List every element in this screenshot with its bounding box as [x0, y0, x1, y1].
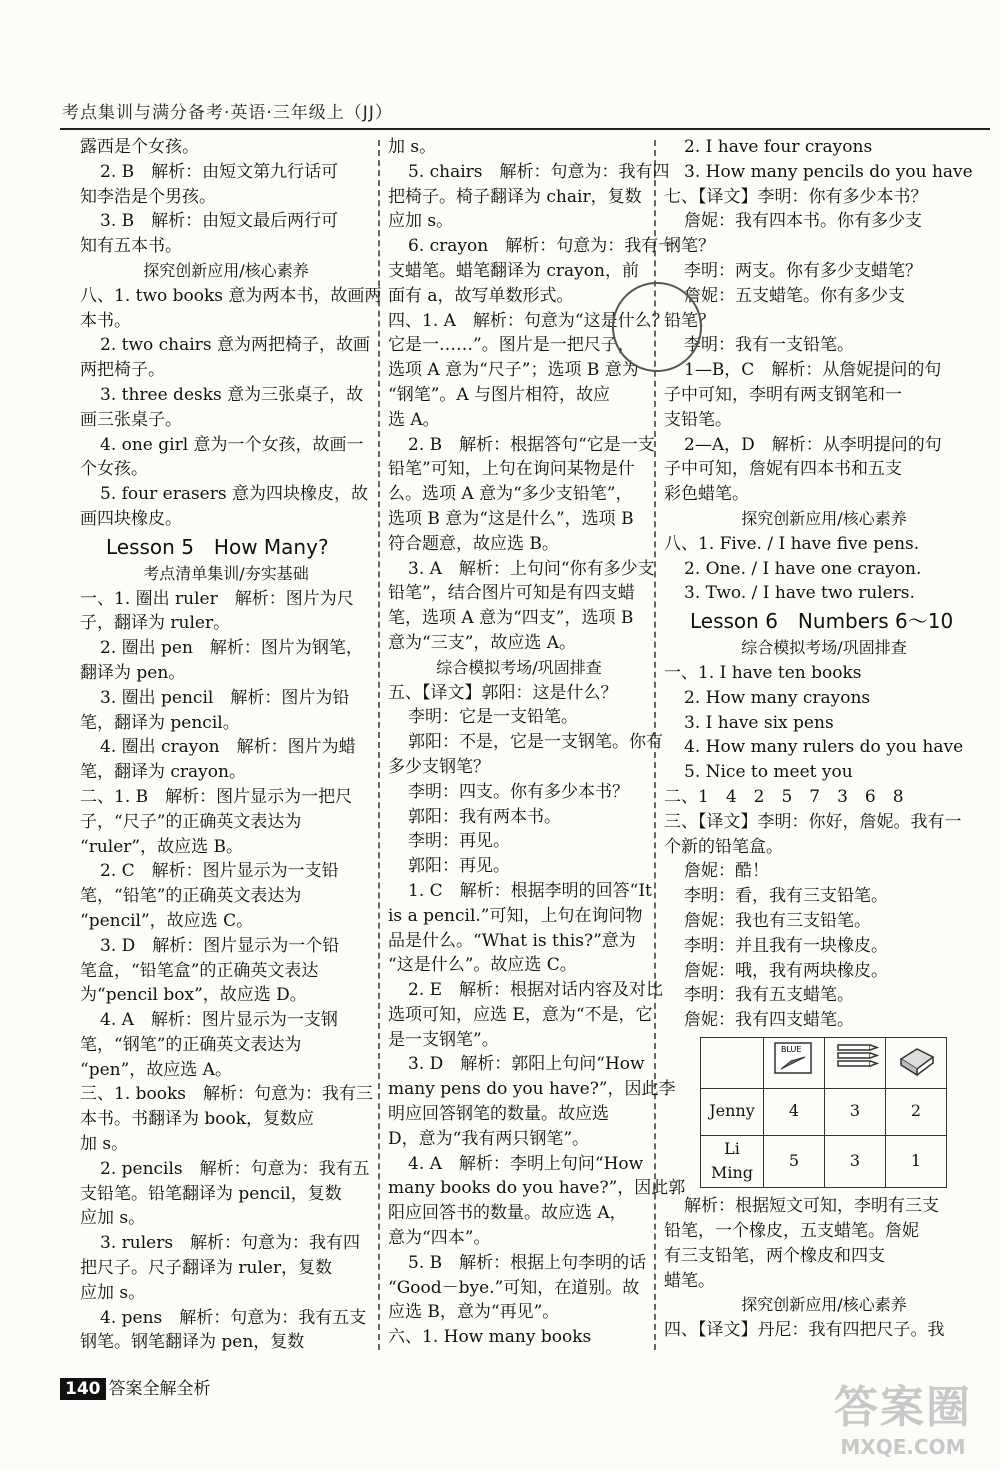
text-line: 子，“尺子”的正确英文表达为	[80, 811, 302, 832]
text-line: 本书。	[80, 310, 131, 331]
text-line: 4. How many rulers do you have	[684, 737, 964, 758]
text-line: 把椅子。椅子翻译为 chair，复数	[388, 186, 642, 207]
section-heading: 综合模拟考场/巩固排查	[741, 638, 907, 658]
row-name: Jenny	[701, 1088, 764, 1135]
text-line: 笔，选项 A 意为“四支”，选项 B	[388, 608, 634, 629]
text-line: 笔盒，“铅笔盒”的正确英文表达	[80, 960, 319, 981]
text-line: 2. I have four crayons	[684, 137, 873, 157]
text-line: 詹妮：我有四支蜡笔。	[684, 1010, 854, 1031]
text-line: 李明：我有一支铅笔。	[684, 335, 854, 356]
text-line: 2. E 解析：根据对话内容及对比	[408, 980, 664, 1001]
text-line: 3. D 解析：郭阳上句问“How	[408, 1054, 645, 1075]
table-row	[701, 1088, 947, 1135]
text-line: 应加 s。	[388, 211, 454, 232]
text-line: 翻译为 pen。	[80, 662, 186, 683]
column-left	[80, 135, 382, 1355]
column-right-upper	[664, 135, 984, 1033]
text-line: 应加 s。	[80, 1282, 146, 1303]
text-line: 詹妮：酷！	[684, 861, 769, 882]
text-line: 李明：看，我有三支铅笔。	[684, 886, 888, 907]
lesson-title: Lesson 6 Numbers 6～10	[690, 609, 954, 634]
text-line: “Good－bye.”可知，在道别。故	[388, 1277, 640, 1298]
text-line: 郭阳：我有两本书。	[408, 806, 561, 827]
column-right	[664, 135, 984, 1343]
text-line: 支铅笔。铅笔翻译为 pencil，复数	[80, 1183, 342, 1204]
footer-label: 答案全解全析	[108, 1379, 211, 1399]
text-line: 加 s。	[388, 137, 437, 157]
text-line: 3. three desks 意为三张桌子，故	[100, 384, 364, 405]
section-heading: 综合模拟考场/巩固排查	[436, 657, 602, 677]
cell: 2	[886, 1088, 947, 1135]
cell: 3	[825, 1088, 886, 1135]
cell: 4	[764, 1088, 825, 1135]
text-line: 3. I have six pens	[684, 712, 834, 733]
lesson-title: Lesson 5 How Many?	[106, 534, 329, 559]
text-line: 四、【译文】丹尼：我有四把尺子。我	[664, 1320, 945, 1341]
text-line: 是一支钢笔”。	[388, 1029, 499, 1050]
section-heading: 探究创新应用/核心素养	[741, 1295, 907, 1315]
text-line: 子中可知，李明有两支钢笔和一	[664, 384, 902, 405]
page-footer	[60, 1374, 211, 1400]
text-line: 笔，翻译为 crayon。	[80, 762, 246, 783]
text-line: 蜡笔。	[664, 1270, 715, 1291]
text-line: 笔，“钢笔”的正确英文表达为	[80, 1034, 302, 1055]
page-number: 140	[60, 1378, 106, 1400]
text-line: 一、1. 圈出 ruler 解析：图片为尺	[80, 588, 354, 609]
text-line: 应加 s。	[80, 1208, 146, 1229]
text-line: many books do you have?”，因此郭	[388, 1178, 686, 1199]
text-line: 2. How many crayons	[684, 687, 871, 708]
text-line: 意为“三支”，故应选 A。	[388, 632, 577, 653]
text-line: “pen”，故应选 A。	[80, 1059, 232, 1080]
text-line: 3. D 解析：图片显示为一个铅	[100, 935, 340, 956]
text-line: 四、1. A 解析：句意为“这是什么？	[388, 310, 669, 331]
text-line: 子中可知，詹妮有四本书和五支	[664, 459, 902, 480]
text-line: 5. chairs 解析：句意为：我有四	[408, 161, 670, 182]
header-rule	[60, 128, 990, 130]
watermark-url: MXQE.COM	[840, 1435, 966, 1459]
text-line: 2. two chairs 意为两把椅子，故画	[100, 335, 370, 356]
text-line: 两把椅子。	[80, 360, 165, 381]
text-line: 5. Nice to meet you	[684, 762, 853, 783]
text-line: 郭阳：再见。	[408, 856, 510, 877]
section-heading: 考点清单集训/夯实基础	[143, 563, 309, 583]
text-line: 钢笔？	[664, 236, 715, 257]
text-line: 个女孩。	[80, 459, 148, 480]
text-line: 阳应回答书的数量。故应选 A，	[388, 1203, 627, 1224]
text-line: 4. pens 解析：句意为：我有五支	[100, 1307, 367, 1328]
text-line: 3. 圈出 pencil 解析：图片为铅	[100, 687, 350, 708]
text-line: 1. C 解析：根据李明的回答“It	[408, 880, 652, 901]
text-line: 李明：四支。你有多少本书？	[408, 781, 629, 802]
text-line: 4. A 解析：图片显示为一支钢	[100, 1010, 338, 1031]
text-line: 3. B 解析：由短文最后两行可	[100, 211, 339, 232]
text-line: 为“pencil box”，故应选 D。	[80, 985, 307, 1006]
text-line: 3. Two. / I have two rulers.	[684, 583, 915, 604]
text-line: 彩色蜡笔。	[664, 484, 749, 505]
text-line: 4. A 解析：李明上句问“How	[408, 1153, 644, 1174]
text-line: 把尺子。尺子翻译为 ruler，复数	[80, 1258, 333, 1279]
text-line: 3. rulers 解析：句意为：我有四	[100, 1233, 361, 1254]
text-line: D，意为“我有两只钢笔”。	[388, 1128, 590, 1149]
text-line: 个新的铅笔盒。	[664, 836, 783, 857]
text-line: 选项 A 意为“尺子”；选项 B 意为	[388, 360, 639, 381]
text-line: 明应回答钢笔的数量。故应选	[388, 1104, 609, 1125]
icon-label: BLUE	[781, 1044, 802, 1054]
text-line: 八、1. Five. / I have five pens.	[664, 533, 920, 554]
text-line: 2—A，D 解析：从李明提问的句	[684, 434, 942, 455]
text-line: 2. B 解析：根据答句“它是一支	[408, 434, 655, 455]
text-line: 4. 圈出 crayon 解析：图片为蜡	[100, 737, 356, 758]
text-line: 笔，翻译为 pencil。	[80, 712, 240, 733]
crayon-box-icon	[764, 1037, 825, 1088]
text-line: 它是一……”。图片是一把尺子，	[388, 335, 635, 356]
text-line: 詹妮：我也有三支铅笔。	[684, 910, 871, 931]
cell: 5	[764, 1135, 825, 1188]
text-line: 多少支钢笔？	[388, 756, 490, 777]
text-line: 三、【译文】李明：你好，詹妮。我有一	[664, 811, 962, 832]
text-line: 品是什么。“What is this?”意为	[388, 930, 636, 951]
section-heading: 探究创新应用/核心素养	[741, 508, 907, 528]
text-line: “ruler”，故应选 B。	[80, 836, 243, 857]
text-line: 2. C 解析：图片显示为一支铅	[100, 861, 339, 882]
eraser-icon	[886, 1037, 947, 1088]
text-line: 本书。书翻译为 book，复数应	[80, 1109, 315, 1130]
text-line: 笔，“铅笔”的正确英文表达为	[80, 886, 302, 907]
text-line: 铅笔”，结合图片可知是有四支蜡	[388, 583, 635, 604]
text-line: 铅笔，一个橡皮，五支蜡笔。詹妮	[664, 1221, 919, 1242]
text-line: 知有五本书。	[80, 236, 182, 257]
stationery-table	[700, 1037, 947, 1188]
text-line: 2. 圈出 pen 解析：图片为钢笔，	[100, 638, 363, 659]
site-watermark	[834, 1371, 972, 1459]
text-line: 詹妮：我有四本书。你有多少支	[684, 211, 922, 232]
text-line: 5. four erasers 意为四块橡皮，故	[100, 484, 368, 505]
text-line: 三、1. books 解析：句意为：我有三	[80, 1084, 374, 1105]
text-line: 七、【译文】李明：你有多少本书？	[664, 186, 928, 207]
table-row	[701, 1135, 947, 1188]
cell: 3	[825, 1135, 886, 1188]
text-line: 2. One. / I have one crayon.	[684, 558, 922, 579]
text-line: 画四块橡皮。	[80, 508, 182, 529]
text-line: “这是什么”。故应选 C。	[388, 955, 577, 976]
text-line: 选项可知，应选 E，意为“不是，它	[388, 1004, 653, 1025]
text-line: 3. How many pencils do you have	[684, 161, 973, 182]
pencils-icon	[825, 1037, 886, 1088]
text-line: 八、1. two books 意为两本书，故画两	[80, 285, 382, 306]
column-divider	[378, 140, 380, 1350]
text-line: 解析：根据短文可知，李明有三支	[684, 1196, 939, 1217]
text-line: 露西是个女孩。	[80, 137, 199, 157]
table-header-row	[701, 1037, 947, 1088]
text-line: 詹妮：五支蜡笔。你有多少支	[684, 285, 905, 306]
text-line: 李明：并且我有一块橡皮。	[684, 935, 888, 956]
text-line: 铅笔”可知，上句在询问某物是什	[388, 459, 635, 480]
text-line: 二、1. B 解析：图片显示为一把尺	[80, 786, 353, 807]
row-name: Li Ming	[701, 1135, 764, 1188]
text-line: 知李浩是个男孩。	[80, 186, 216, 207]
text-line: 画三张桌子。	[80, 409, 182, 430]
text-line: 有三支铅笔，两个橡皮和四支	[664, 1245, 885, 1266]
running-header: 考点集训与满分备考·英语·三年级上（JJ）	[62, 103, 393, 123]
section-heading: 探究创新应用/核心素养	[143, 260, 309, 280]
text-line: 支铅笔。	[664, 409, 732, 430]
text-line: 支蜡笔。蜡笔翻译为 crayon，前	[388, 260, 639, 281]
cell: 1	[886, 1135, 947, 1188]
text-line: 詹妮：哦，我有两块橡皮。	[684, 960, 888, 981]
text-line: 意为“四本”。	[388, 1228, 491, 1249]
text-line: 面有 a，故写单数形式。	[388, 285, 574, 306]
column-right-lower	[664, 1194, 984, 1343]
table-corner-cell	[701, 1037, 764, 1088]
text-line: is a pencil.”可知，上句在询问物	[388, 905, 643, 926]
text-line: 六、1. How many books	[388, 1327, 592, 1348]
text-line: 李明：两支。你有多少支蜡笔？	[684, 260, 922, 281]
text-line: 钢笔。钢笔翻译为 pen，复数	[80, 1332, 305, 1353]
text-line: 5. B 解析：根据上句李明的话	[408, 1252, 647, 1273]
text-line: many pens do you have?”，因此李	[388, 1079, 676, 1100]
text-line: 符合题意，故应选 B。	[388, 533, 559, 554]
text-line: “钢笔”。A 与图片相符，故应	[388, 384, 611, 405]
watermark-logo: 答案圈	[834, 1382, 972, 1433]
text-line: 2. pencils 解析：句意为：我有五	[100, 1158, 370, 1179]
text-line: 子，翻译为 ruler。	[80, 613, 231, 634]
text-line: 么。选项 A 意为“多少支铅笔”，	[388, 484, 633, 505]
text-line: 加 s。	[80, 1134, 129, 1155]
text-line: “pencil”，故应选 C。	[80, 910, 254, 931]
text-line: 3. A 解析：上句问“你有多少支	[408, 558, 655, 579]
text-line: 一、1. I have ten books	[664, 662, 862, 683]
column-middle	[388, 135, 686, 1350]
text-line: 应选 B，意为“再见”。	[388, 1302, 560, 1323]
text-line: 选项 B 意为“这是什么”，选项 B	[388, 508, 634, 529]
text-line: 五、【译文】郭阳：这是什么？	[388, 682, 618, 703]
text-line: 4. one girl 意为一个女孩，故画一	[100, 434, 364, 455]
text-line: 郭阳：不是，它是一支钢笔。你有	[408, 732, 663, 753]
text-line: 二、1 4 2 5 7 3 6 8	[664, 786, 904, 807]
text-line: 1—B，C 解析：从詹妮提问的句	[684, 360, 942, 381]
text-line: 6. crayon 解析：句意为：我有一	[408, 236, 676, 257]
text-line: 李明：再见。	[408, 831, 510, 852]
text-line: 铅笔？	[664, 310, 715, 331]
text-line: 2. B 解析：由短文第九行话可	[100, 161, 339, 182]
text-line: 李明：我有五支蜡笔。	[684, 985, 854, 1006]
text-line: 选 A。	[388, 409, 440, 430]
text-line: 李明：它是一支铅笔。	[408, 707, 578, 728]
